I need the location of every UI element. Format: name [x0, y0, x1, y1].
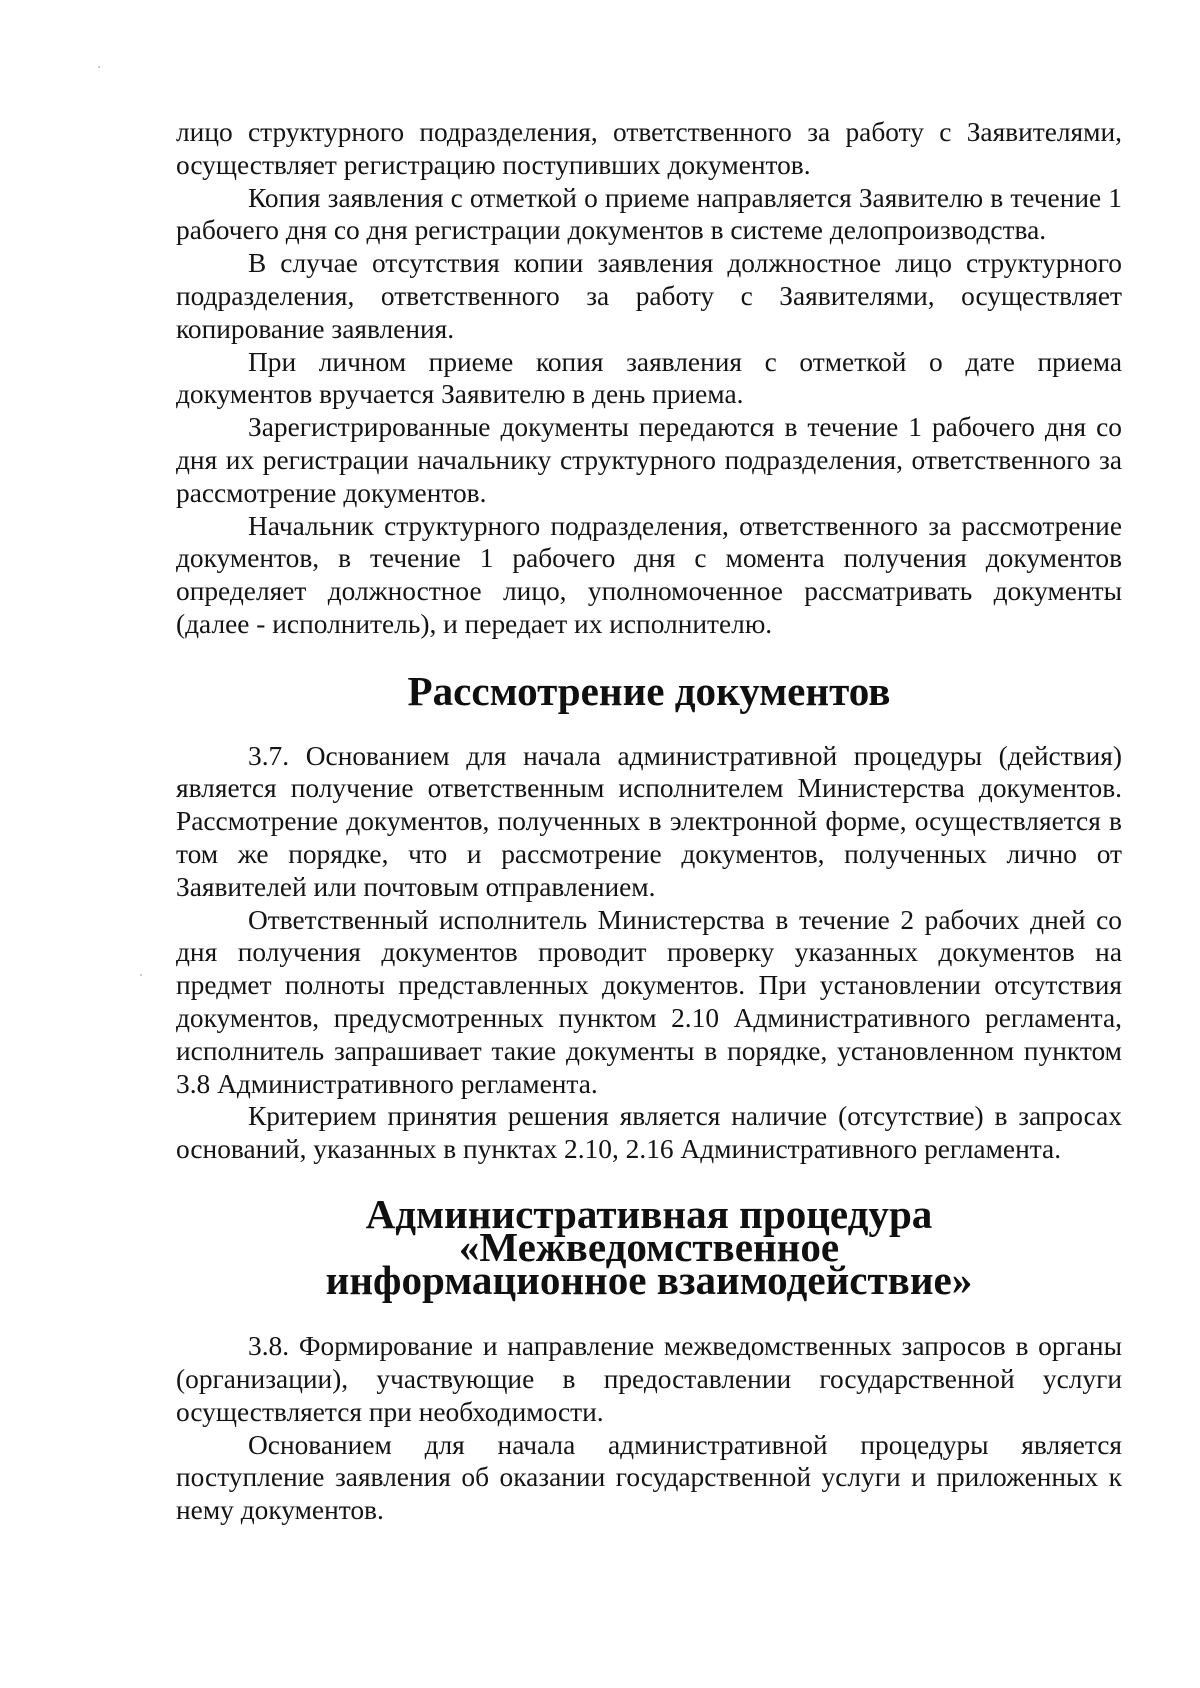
section-heading-review: Рассмотрение документов: [407, 667, 891, 714]
scan-speck: [98, 66, 100, 68]
paragraph: 3.8. Формирование и направление межведомственных запросов в органы (организации), участвующие в предоставлении государственной услуги осуществляется при необходимости.: [176, 1331, 1122, 1427]
paragraph: Ответственный исполнитель Министерства в течение 2 рабочих дней со дня получения документов проводит проверку указанных документов на предмет полноты представленных документов. При установлении отсутствия документов, предусмотренных пунктом 2.10 Административного регламента, исполнитель запрашивает такие документы в порядке, установленном пунктом 3.8 Административного регламента.: [176, 904, 1122, 1099]
scan-speck: [140, 974, 142, 976]
paragraph: 3.7. Основанием для начала административной процедуры (действия) является получение ответственным исполнителем Министерства документов. Рассмотрение документов, полученных в электронной форме, осуществляется в том же порядке, что и рассмотрение документов, полученных лично от Заявителей или почтовым отправлением.: [176, 740, 1122, 902]
heading-line: информационное взаимодействие»: [325, 1256, 973, 1303]
document-body: [176, 116, 1122, 1527]
paragraph: Копия заявления с отметкой о приеме направляется Заявителю в течение 1 рабочего дня со дня регистрации документов в системе делопроизводства.: [176, 182, 1122, 246]
paragraph: Основанием для начала административной процедуры является поступление заявления об оказании государственной услуги и приложенных к нему документов.: [176, 1429, 1122, 1526]
section-heading-interagency: [176, 1190, 1122, 1303]
paragraph: Критерием принятия решения является наличие (отсутствие) в запросах оснований, указанных в пунктах 2.10, 2.16 Административного регламента.: [176, 1101, 1122, 1165]
paragraph: При личном приеме копия заявления с отметкой о дате приема документов вручается Заявителю в день приема.: [176, 346, 1122, 410]
heading-line: Административная процедура «Межведомственное: [365, 1190, 933, 1270]
paragraph: В случае отсутствия копии заявления должностное лицо структурного подразделения, ответственного за работу с Заявителями, осуществляет копирование заявления.: [176, 248, 1122, 344]
paragraph: Начальник структурного подразделения, ответственного за рассмотрение документов, в течение 1 рабочего дня с момента получения документов определяет должностное лицо, уполномоченное рассматривать документы (далее - исполнитель), и передает их исполнителю.: [176, 510, 1122, 639]
paragraph: лицо структурного подразделения, ответственного за работу с Заявителями, осуществляет регистрацию поступивших документов.: [176, 117, 1122, 180]
paragraph: Зарегистрированные документы передаются в течение 1 рабочего дня со дня их регистрации начальнику структурного подразделения, ответственного за рассмотрение документов.: [176, 412, 1122, 508]
